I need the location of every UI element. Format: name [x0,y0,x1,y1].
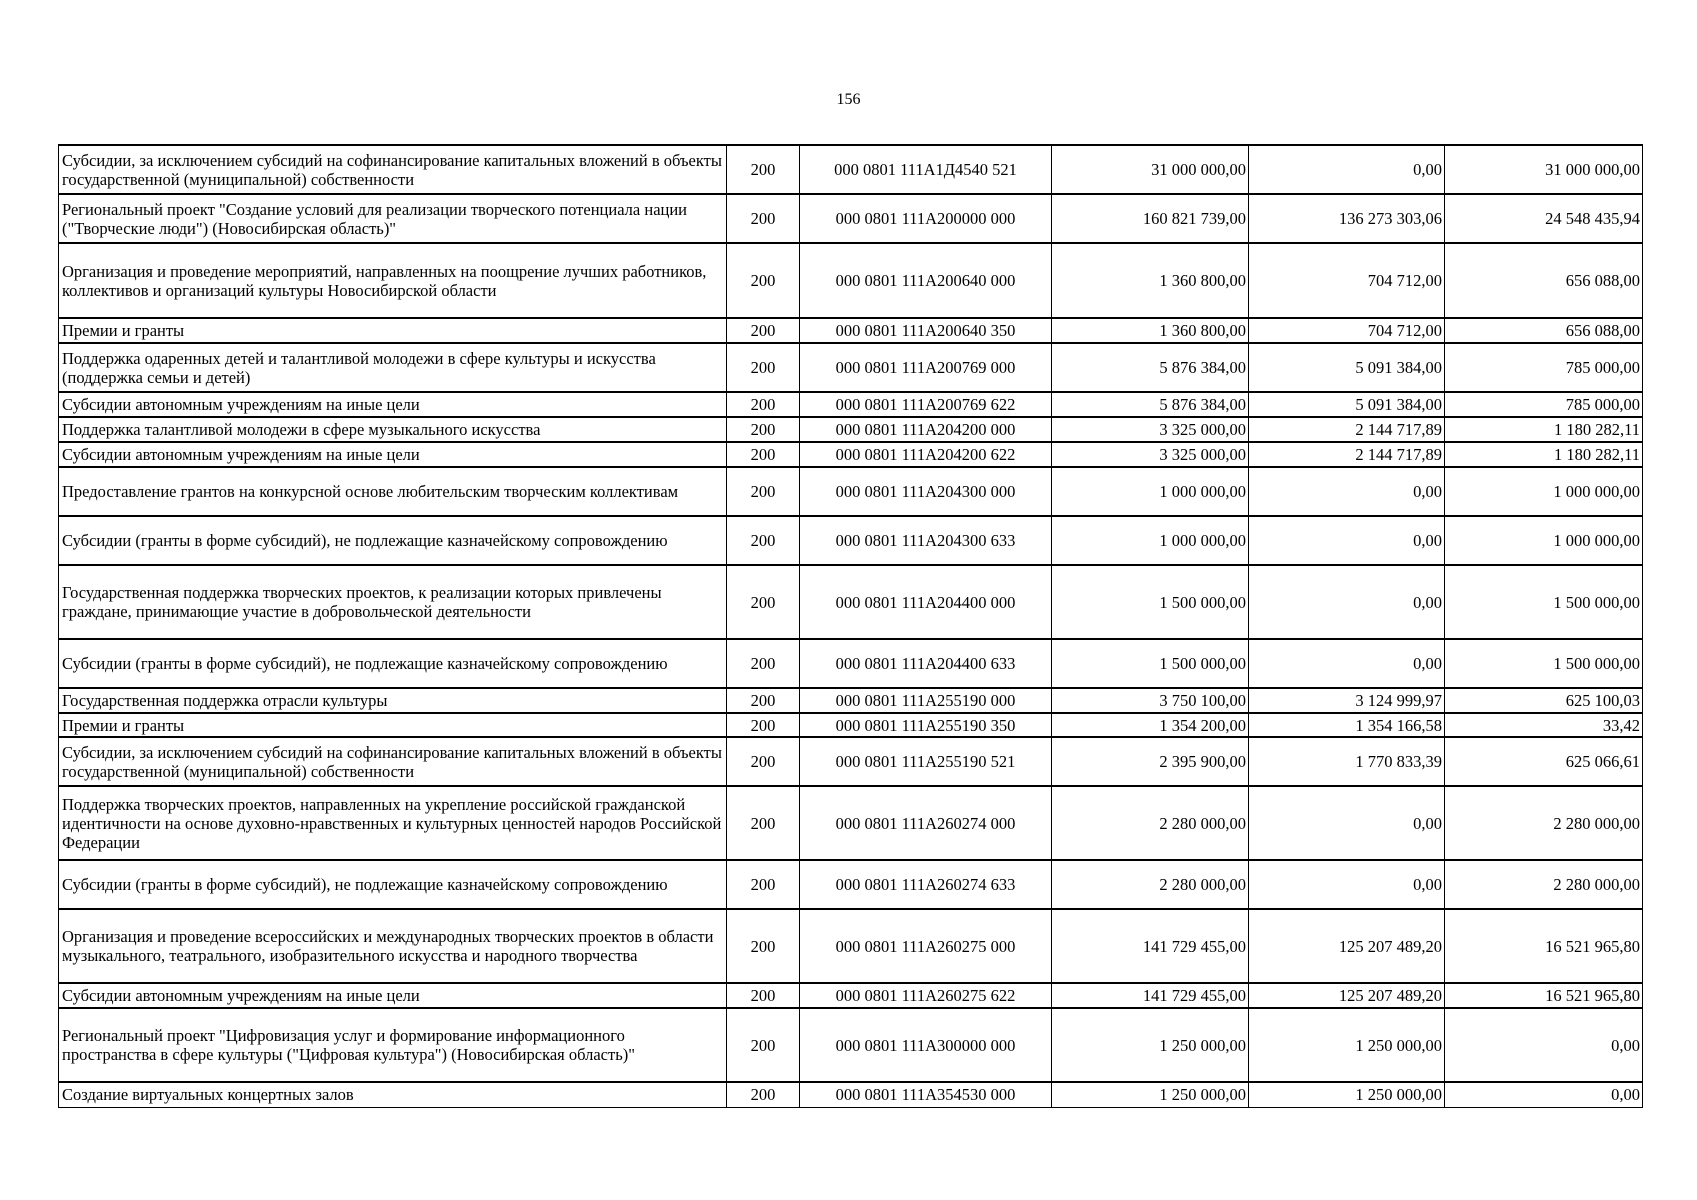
row-classification: 000 0801 111A260274 000 [800,786,1052,860]
table-row [59,639,1643,688]
row-planned: 1 250 000,00 [1052,1008,1249,1082]
row-remaining: 1 000 000,00 [1445,516,1643,565]
row-planned: 2 280 000,00 [1052,860,1249,909]
table-row [59,516,1643,565]
row-remaining: 1 180 282,11 [1445,442,1643,467]
row-name: Региональный проект "Цифровизация услуг и формирование информационного пространства в сфере культуры ("Цифровая культура") (Новосибирская область)" [59,1008,727,1082]
row-remaining: 1 000 000,00 [1445,467,1643,516]
row-remaining: 1 500 000,00 [1445,565,1643,639]
row-executed: 0,00 [1249,639,1445,688]
row-planned: 5 876 384,00 [1052,392,1249,417]
row-executed: 0,00 [1249,516,1445,565]
table-row [59,909,1643,983]
row-remaining: 625 066,61 [1445,737,1643,786]
row-code: 200 [727,786,800,860]
row-code: 200 [727,194,800,243]
row-name: Премии и гранты [59,318,727,343]
row-name: Субсидии автономным учреждениям на иные цели [59,442,727,467]
row-name: Государственная поддержка творческих проектов, к реализации которых привлечены граждане, принимающие участие в добровольческой деятельности [59,565,727,639]
row-remaining: 0,00 [1445,1008,1643,1082]
row-classification: 000 0801 111A255190 350 [800,713,1052,737]
row-remaining: 785 000,00 [1445,392,1643,417]
row-remaining: 1 180 282,11 [1445,417,1643,442]
row-classification: 000 0801 111A200769 622 [800,392,1052,417]
row-code: 200 [727,565,800,639]
row-code: 200 [727,713,800,737]
row-planned: 1 500 000,00 [1052,565,1249,639]
row-code: 200 [727,688,800,713]
row-remaining: 656 088,00 [1445,243,1643,318]
budget-execution-table [58,144,1643,1108]
row-planned: 141 729 455,00 [1052,983,1249,1008]
row-remaining: 656 088,00 [1445,318,1643,343]
row-name: Поддержка творческих проектов, направленных на укрепление российской гражданской идентичности на основе духовно-нравственных и культурных ценностей народов Российской Федерации [59,786,727,860]
row-remaining: 33,42 [1445,713,1643,737]
row-name: Поддержка талантливой молодежи в сфере музыкального искусства [59,417,727,442]
row-planned: 160 821 739,00 [1052,194,1249,243]
row-remaining: 31 000 000,00 [1445,145,1643,194]
table-row [59,467,1643,516]
row-name: Предоставление грантов на конкурсной основе любительским творческим коллективам [59,467,727,516]
table-row [59,565,1643,639]
row-name: Поддержка одаренных детей и талантливой молодежи в сфере культуры и искусства (поддержка семьи и детей) [59,343,727,392]
row-code: 200 [727,392,800,417]
row-executed: 5 091 384,00 [1249,392,1445,417]
row-planned: 2 280 000,00 [1052,786,1249,860]
row-code: 200 [727,1008,800,1082]
row-name: Государственная поддержка отрасли культуры [59,688,727,713]
row-code: 200 [727,860,800,909]
table-row [59,688,1643,713]
row-remaining: 2 280 000,00 [1445,860,1643,909]
row-classification: 000 0801 111A260274 633 [800,860,1052,909]
table-row [59,343,1643,392]
row-name: Субсидии, за исключением субсидий на софинансирование капитальных вложений в объекты государственной (муниципальной) собственности [59,145,727,194]
row-name: Субсидии (гранты в форме субсидий), не подлежащие казначейскому сопровождению [59,639,727,688]
row-name: Субсидии (гранты в форме субсидий), не подлежащие казначейскому сопровождению [59,516,727,565]
row-planned: 3 750 100,00 [1052,688,1249,713]
row-executed: 704 712,00 [1249,243,1445,318]
row-code: 200 [727,983,800,1008]
page-number: 156 [836,91,861,108]
row-planned: 31 000 000,00 [1052,145,1249,194]
row-code: 200 [727,145,800,194]
row-classification: 000 0801 111A354530 000 [800,1082,1052,1107]
row-code: 200 [727,318,800,343]
row-code: 200 [727,467,800,516]
table-row [59,392,1643,417]
row-classification: 000 0801 111A300000 000 [800,1008,1052,1082]
table-row [59,442,1643,467]
row-executed: 1 250 000,00 [1249,1082,1445,1107]
row-code: 200 [727,1082,800,1107]
row-executed: 704 712,00 [1249,318,1445,343]
table-row [59,318,1643,343]
row-remaining: 16 521 965,80 [1445,909,1643,983]
row-planned: 1 360 800,00 [1052,318,1249,343]
row-executed: 1 354 166,58 [1249,713,1445,737]
row-classification: 000 0801 111A255190 000 [800,688,1052,713]
row-executed: 125 207 489,20 [1249,983,1445,1008]
row-executed: 3 124 999,97 [1249,688,1445,713]
row-name: Премии и гранты [59,713,727,737]
row-name: Субсидии (гранты в форме субсидий), не подлежащие казначейскому сопровождению [59,860,727,909]
row-classification: 000 0801 111A204200 622 [800,442,1052,467]
row-code: 200 [727,639,800,688]
row-executed: 0,00 [1249,786,1445,860]
row-classification: 000 0801 111A204300 633 [800,516,1052,565]
row-executed: 0,00 [1249,145,1445,194]
row-classification: 000 0801 111A260275 000 [800,909,1052,983]
table-row [59,983,1643,1008]
row-executed: 0,00 [1249,565,1445,639]
row-classification: 000 0801 111A204300 000 [800,467,1052,516]
row-executed: 2 144 717,89 [1249,417,1445,442]
table-row [59,786,1643,860]
row-classification: 000 0801 111A260275 622 [800,983,1052,1008]
row-classification: 000 0801 111A200640 000 [800,243,1052,318]
row-code: 200 [727,343,800,392]
row-planned: 1 250 000,00 [1052,1082,1249,1107]
row-name: Субсидии, за исключением субсидий на софинансирование капитальных вложений в объекты государственной (муниципальной) собственности [59,737,727,786]
row-planned: 2 395 900,00 [1052,737,1249,786]
row-code: 200 [727,909,800,983]
table-row [59,243,1643,318]
row-planned: 141 729 455,00 [1052,909,1249,983]
row-executed: 5 091 384,00 [1249,343,1445,392]
row-executed: 2 144 717,89 [1249,442,1445,467]
row-remaining: 24 548 435,94 [1445,194,1643,243]
row-planned: 3 325 000,00 [1052,417,1249,442]
row-planned: 1 360 800,00 [1052,243,1249,318]
row-code: 200 [727,516,800,565]
row-name: Субсидии автономным учреждениям на иные цели [59,983,727,1008]
row-code: 200 [727,243,800,318]
table-row [59,737,1643,786]
row-executed: 1 250 000,00 [1249,1008,1445,1082]
row-planned: 5 876 384,00 [1052,343,1249,392]
row-remaining: 1 500 000,00 [1445,639,1643,688]
table-row [59,145,1643,194]
row-remaining: 785 000,00 [1445,343,1643,392]
row-code: 200 [727,737,800,786]
row-classification: 000 0801 111A200000 000 [800,194,1052,243]
table-row [59,417,1643,442]
table-row [59,713,1643,737]
row-code: 200 [727,417,800,442]
row-classification: 000 0801 111A200769 000 [800,343,1052,392]
row-classification: 000 0801 111A255190 521 [800,737,1052,786]
row-name: Организация и проведение всероссийских и международных творческих проектов в области музыкального, театрального, изобразительного искусства и народного творчества [59,909,727,983]
row-classification: 000 0801 111A204400 633 [800,639,1052,688]
row-remaining: 16 521 965,80 [1445,983,1643,1008]
row-planned: 1 000 000,00 [1052,516,1249,565]
row-executed: 125 207 489,20 [1249,909,1445,983]
row-executed: 0,00 [1249,467,1445,516]
row-executed: 0,00 [1249,860,1445,909]
row-name: Субсидии автономным учреждениям на иные цели [59,392,727,417]
table-row [59,1082,1643,1107]
row-name: Региональный проект "Создание условий для реализации творческого потенциала нации ("Творческие люди") (Новосибирская область)" [59,194,727,243]
row-classification: 000 0801 111A200640 350 [800,318,1052,343]
row-remaining: 2 280 000,00 [1445,786,1643,860]
table-row [59,1008,1643,1082]
row-executed: 1 770 833,39 [1249,737,1445,786]
row-planned: 1 354 200,00 [1052,713,1249,737]
row-remaining: 625 100,03 [1445,688,1643,713]
row-executed: 136 273 303,06 [1249,194,1445,243]
row-remaining: 0,00 [1445,1082,1643,1107]
row-classification: 000 0801 111A204400 000 [800,565,1052,639]
row-planned: 1 500 000,00 [1052,639,1249,688]
row-name: Создание виртуальных концертных залов [59,1082,727,1107]
row-planned: 1 000 000,00 [1052,467,1249,516]
table-row [59,194,1643,243]
row-code: 200 [727,442,800,467]
row-name: Организация и проведение мероприятий, направленных на поощрение лучших работников, коллективов и организаций культуры Новосибирской области [59,243,727,318]
table-row [59,860,1643,909]
row-planned: 3 325 000,00 [1052,442,1249,467]
row-classification: 000 0801 111A204200 000 [800,417,1052,442]
row-classification: 000 0801 111A1Д4540 521 [800,145,1052,194]
